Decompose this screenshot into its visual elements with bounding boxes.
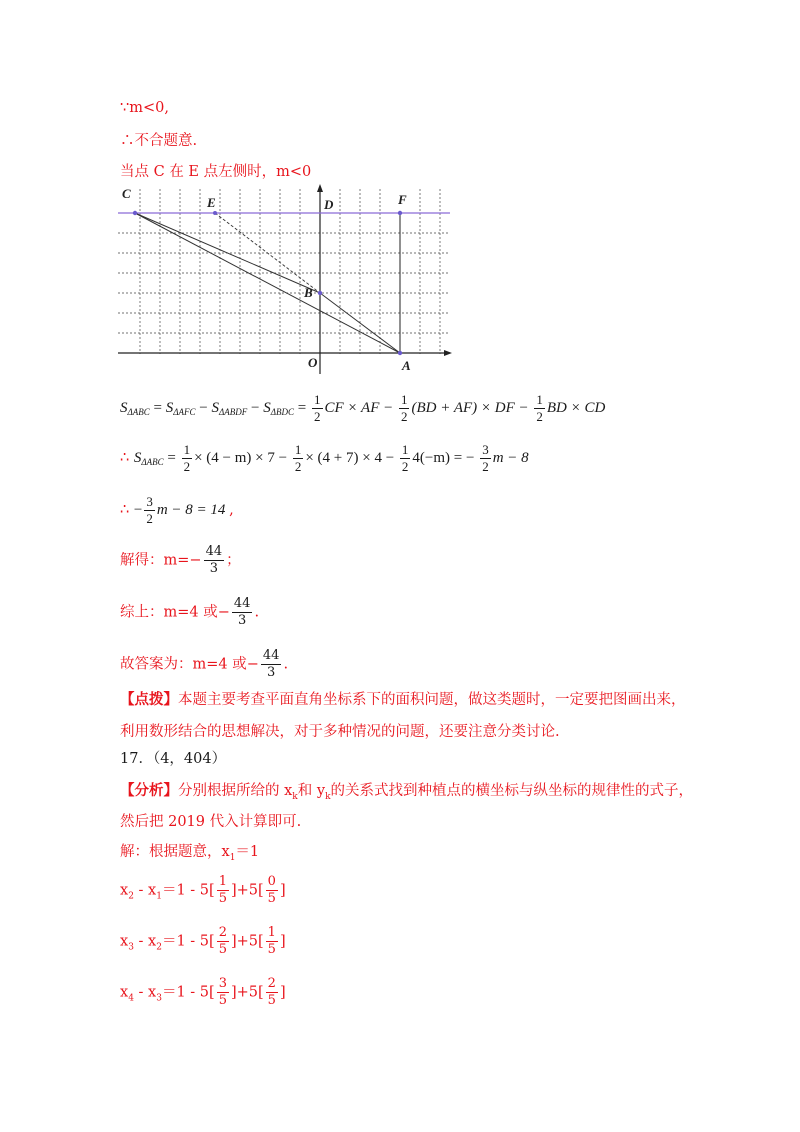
line-summary: 综上：m=4 或− $\frac{44}{3}$ . <box>120 596 260 628</box>
question-17-answer: 17．（4，404） <box>120 751 227 767</box>
formula-area-substitution: ∴ $S_{\Delta ABC}$ = $\frac{1}{2}$ × (4 − m) × 7 − $\frac{1}{2}$ × (4 + 7) × 4 − $\frac{1}{2}$ 4(−m) = − $\frac{3}{2}$ m − 8 <box>120 442 529 474</box>
x-difference-row: $x_2 - x_1=1 - 5$[ $\frac{1}{5}$ ]+5[ $\frac{0}{5}$ ] <box>120 874 286 906</box>
point-b <box>318 291 322 295</box>
formula-equation-14: ∴ − $\frac{3}{2}$ m − 8 = 14 , <box>120 494 234 526</box>
analysis-line-1: 【分析】分别根据所给的 $x_k$和 $y_k$的关系式找到种植点的横坐标与纵坐标的规律性的式子， <box>120 782 694 802</box>
x-axis-arrow-icon <box>444 350 452 356</box>
line-solve-result: 解得：m=− $\frac{44}{3}$ ； <box>120 544 241 576</box>
line-answer: 故答案为：m=4 或− $\frac{44}{3}$ . <box>120 648 289 680</box>
y-axis-arrow-icon <box>317 184 323 192</box>
label-o: O <box>308 355 318 370</box>
solution-intro: 解：根据题意，$x_1=1$ <box>120 844 260 863</box>
label-b: B <box>304 285 313 300</box>
point-c <box>133 211 137 215</box>
formula-area-decomposition: $S_{\Delta ABC} = S_{\Delta AFC} - S_{\Delta ABDF} - S_{\Delta BDC}$ = $\frac{1}{2}$ CF × AF − $\frac{1}{2}$ (BD + AF) × DF − $\frac{1}{2}$ BD × CD <box>120 392 606 424</box>
point-e <box>213 211 217 215</box>
line-not-valid: ∴不合题意. <box>120 133 198 149</box>
analysis-line-2: 然后把 2019 代入计算即可. <box>120 814 302 830</box>
label-e: E <box>207 195 216 210</box>
label-f: F <box>398 192 407 207</box>
line-case-c-left-of-e: 当点 C 在 E 点左侧时，m<0 <box>120 164 312 180</box>
x-difference-row: $x_3 - x_2=1 - 5$[ $\frac{2}{5}$ ]+5[ $\frac{1}{5}$ ] <box>120 925 286 957</box>
label-c: C <box>122 186 131 201</box>
tip-line-2: 利用数形结合的思想解决，对于多种情况的问题，还要注意分类讨论. <box>120 724 560 740</box>
label-d: D <box>324 197 334 212</box>
x-difference-row: $x_4 - x_3=1 - 5$[ $\frac{3}{5}$ ]+5[ $\frac{2}{5}$ ] <box>120 976 286 1008</box>
coordinate-figure <box>118 184 458 376</box>
tip-line-1: 【点拨】本题主要考查平面直角坐标系下的面积问题，做这类题时，一定要把图画出来， <box>120 691 686 708</box>
label-a: A <box>402 358 411 373</box>
point-f <box>398 211 402 215</box>
point-a <box>398 351 402 355</box>
line-m-negative: ∵m<0, <box>120 100 169 116</box>
